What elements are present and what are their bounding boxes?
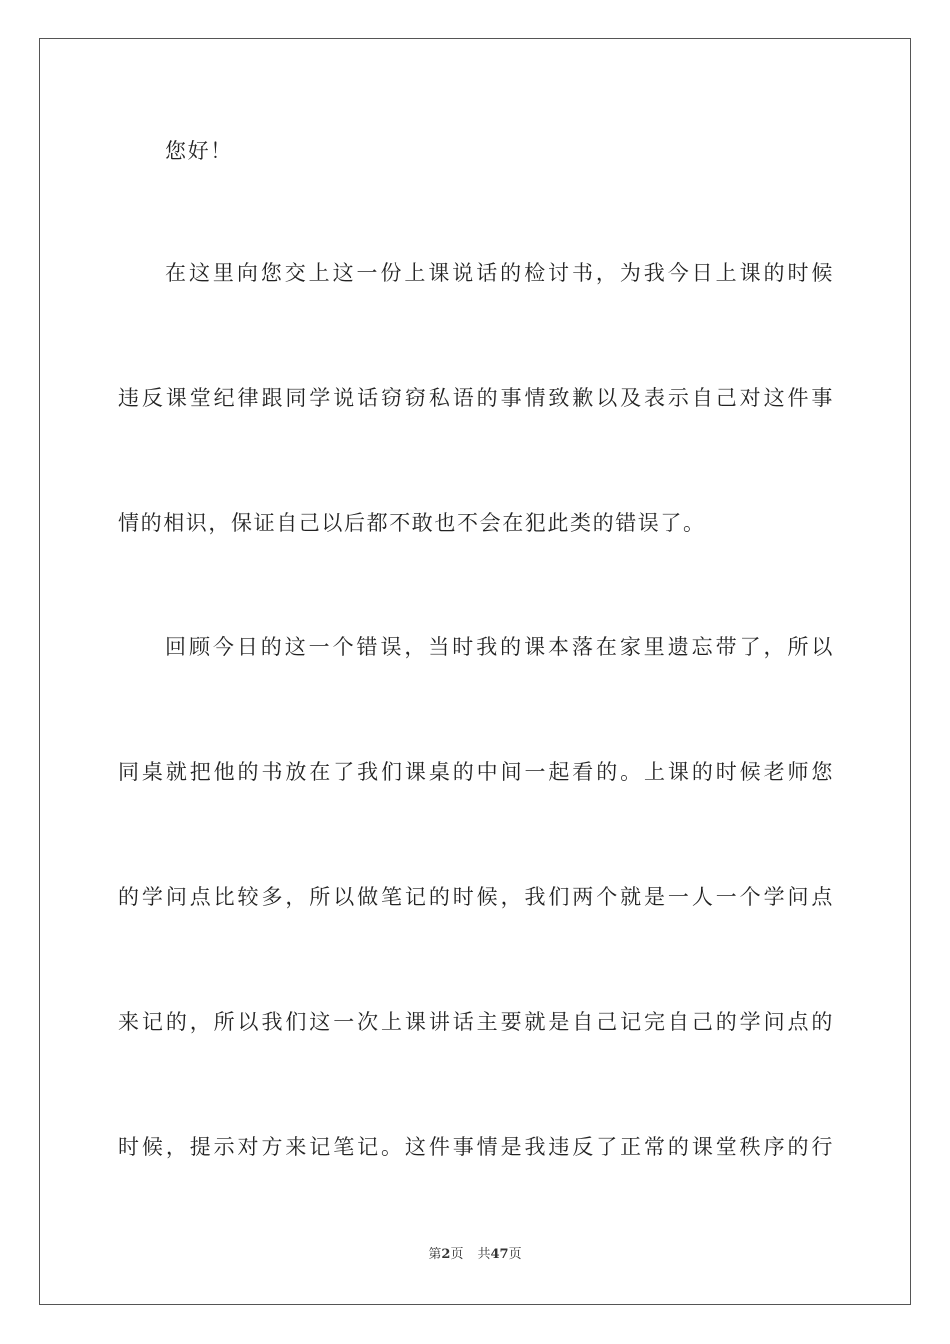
paragraph-2-line-4: 来记的，所以我们这一次上课讲话主要就是自己记完自己的学问点的 (118, 1010, 834, 1034)
paragraph-2-line-5: 时候，提示对方来记笔记。这件事情是我违反了正常的课堂秩序的行 (118, 1135, 834, 1159)
paragraph-2-line-2: 同桌就把他的书放在了我们课桌的中间一起看的。上课的时候老师您 (118, 760, 834, 784)
page-suffix: 页 (450, 1247, 464, 1262)
greeting-line: 您好！ (165, 139, 233, 163)
total-prefix: 共 (477, 1247, 491, 1262)
paragraph-1-line-1: 在这里向您交上这一份上课说话的检讨书，为我今日上课的时候 (165, 261, 834, 285)
page-border (39, 38, 911, 1305)
paragraph-2-line-1: 回顾今日的这一个错误，当时我的课本落在家里遗忘带了，所以 (165, 635, 834, 659)
paragraph-2-line-3: 的学问点比较多，所以做笔记的时候，我们两个就是一人一个学问点 (118, 885, 834, 909)
page-footer (0, 1246, 950, 1264)
current-page-number: 2 (441, 1247, 451, 1262)
paragraph-1-line-2: 违反课堂纪律跟同学说话窃窃私语的事情致歉以及表示自己对这件事 (118, 386, 834, 410)
total-suffix: 页 (508, 1247, 522, 1262)
total-page-count: 47 (490, 1247, 509, 1262)
page-prefix: 第 (428, 1247, 442, 1262)
paragraph-1-line-3: 情的相识，保证自己以后都不敢也不会在犯此类的错误了。 (118, 511, 706, 535)
